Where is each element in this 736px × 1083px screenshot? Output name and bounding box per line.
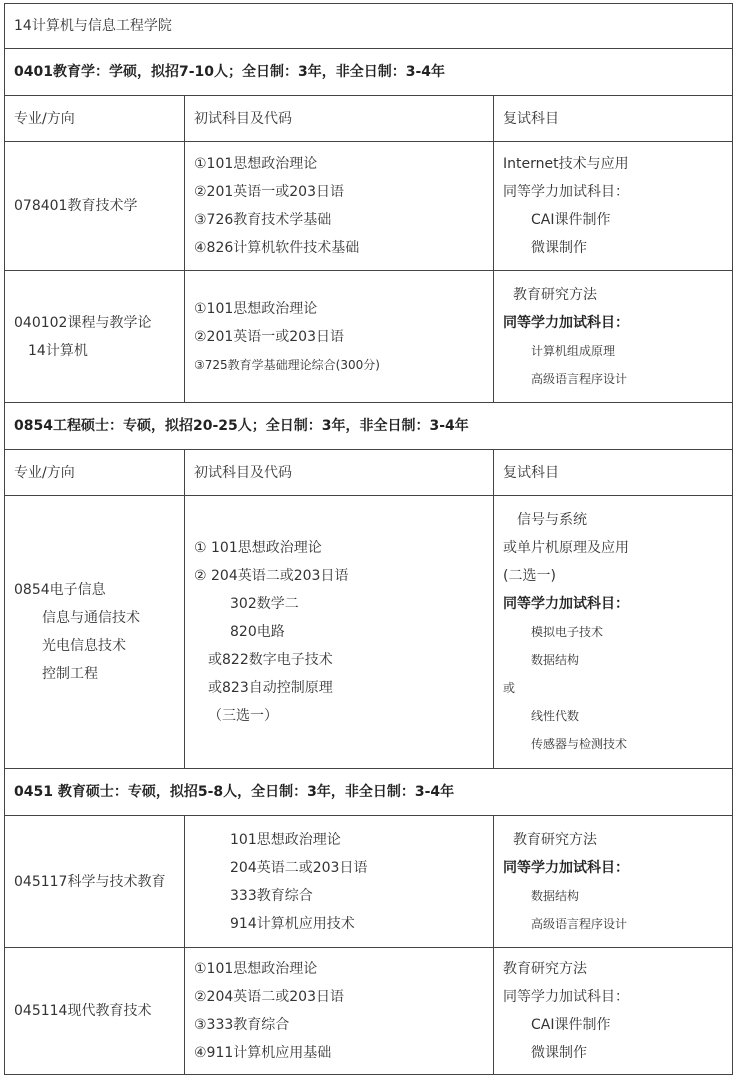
table-row (5, 271, 733, 403)
table-row (5, 816, 733, 948)
exam-cell (185, 948, 494, 1075)
retest-subject: 同等学力加试科目： (503, 989, 629, 1005)
exam-subject: ① 101思想政治理论 (194, 540, 322, 556)
section-header-0401 (5, 49, 733, 96)
retest-subject: CAI课件制作 (531, 212, 611, 228)
retest-cell (494, 948, 733, 1075)
retest-subject: CAI课件制作 (531, 1017, 611, 1033)
exam-subject: ①101思想政治理论 (194, 300, 318, 317)
column-header-major: 专业/方向 (5, 450, 185, 496)
major-direction: 控制工程 (42, 666, 98, 682)
major-direction: 14计算机 (28, 342, 88, 359)
exam-subject: 820电路 (230, 624, 285, 640)
exam-subject: 101思想政治理论 (230, 831, 341, 848)
exam-cell (185, 271, 494, 403)
admission-table (4, 3, 733, 1075)
column-header-retest: 复试科目 (494, 96, 733, 142)
retest-subject: 教育研究方法 (503, 961, 587, 977)
retest-subject: 数据结构 (531, 653, 580, 667)
column-header-retest: 复试科目 (494, 450, 733, 496)
section-header-0854 (5, 403, 733, 450)
major-name: 045114现代教育技术 (14, 1003, 152, 1019)
section-heading: 0451 教育硕士：专硕，拟招5-8人，全日制：3年，非全日制：3-4年 (5, 769, 733, 816)
exam-subject: ②201英语一或203日语 (194, 328, 344, 345)
retest-subject: 传感器与检测技术 (531, 737, 628, 751)
exam-subject: ②201英语一或203日语 (194, 184, 344, 200)
title-row (5, 4, 733, 49)
retest-subject: 模拟电子技术 (531, 625, 604, 639)
exam-cell (185, 496, 494, 769)
column-header-row (5, 96, 733, 142)
retest-subject: 或单片机原理及应用 (503, 540, 629, 556)
retest-subject: 微课制作 (531, 1045, 587, 1061)
column-header-major: 专业/方向 (5, 96, 185, 142)
retest-cell (494, 496, 733, 769)
retest-subject: 高级语言程序设计 (531, 916, 628, 931)
exam-subject: ①101思想政治理论 (194, 961, 318, 977)
major-cell (5, 142, 185, 271)
retest-subject: 同等学力加试科目： (503, 596, 629, 612)
retest-subject: 教育研究方法 (513, 831, 597, 848)
major-name: 040102课程与教学论 (14, 314, 152, 331)
column-header-exam: 初试科目及代码 (185, 450, 494, 496)
exam-subject: 302数学二 (230, 596, 299, 612)
major-cell (5, 948, 185, 1075)
exam-subject: ② 204英语二或203日语 (194, 568, 349, 584)
retest-subject: 线性代数 (531, 709, 580, 723)
exam-subject: 333教育综合 (230, 887, 313, 904)
retest-subject: 数据结构 (531, 888, 580, 903)
exam-subject: （三选一） (208, 708, 278, 724)
exam-subject: ①101思想政治理论 (194, 156, 318, 172)
table-row (5, 142, 733, 271)
major-name: 0854电子信息 (14, 582, 106, 598)
exam-subject: 914计算机应用技术 (230, 915, 355, 932)
retest-subject: 高级语言程序设计 (531, 371, 628, 386)
column-header-row (5, 450, 733, 496)
major-direction: 信息与通信技术 (42, 610, 140, 626)
exam-subject: ③333教育综合 (194, 1017, 290, 1033)
exam-subject: 或822数字电子技术 (208, 652, 333, 668)
major-cell (5, 816, 185, 948)
exam-cell (185, 142, 494, 271)
major-direction: 光电信息技术 (42, 638, 126, 654)
exam-subject: ④826计算机软件技术基础 (194, 240, 360, 256)
exam-subject: ②204英语二或203日语 (194, 989, 344, 1005)
major-name: 045117科学与技术教育 (14, 873, 166, 890)
retest-subject: 教育研究方法 (513, 286, 597, 303)
retest-cell (494, 816, 733, 948)
section-heading: 0401教育学：学硕，拟招7-10人；全日制：3年，非全日制：3-4年 (5, 49, 733, 96)
exam-subject: ④911计算机应用基础 (194, 1045, 332, 1061)
retest-cell (494, 271, 733, 403)
exam-subject: ③725教育学基础理论综合(300分) (194, 357, 380, 372)
section-header-0451 (5, 769, 733, 816)
retest-subject: (二选一) (503, 568, 556, 584)
retest-subject: 同等学力加试科目： (503, 184, 629, 200)
column-header-exam: 初试科目及代码 (185, 96, 494, 142)
retest-subject: 计算机组成原理 (531, 343, 616, 358)
retest-cell (494, 142, 733, 271)
major-name: 078401教育技术学 (14, 198, 138, 214)
retest-subject: Internet技术与应用 (503, 156, 629, 172)
retest-subject: 或 (503, 681, 516, 695)
major-cell (5, 496, 185, 769)
major-cell (5, 271, 185, 403)
exam-subject: 或823自动控制原理 (208, 680, 333, 696)
retest-subject: 同等学力加试科目： (503, 314, 629, 331)
school-title: 14计算机与信息工程学院 (5, 4, 733, 49)
retest-subject: 信号与系统 (517, 512, 587, 528)
retest-subject: 微课制作 (531, 240, 587, 256)
table-row (5, 948, 733, 1075)
exam-cell (185, 816, 494, 948)
table-row (5, 496, 733, 769)
exam-subject: 204英语二或203日语 (230, 859, 368, 876)
section-heading: 0854工程硕士：专硕，拟招20-25人；全日制：3年，非全日制：3-4年 (5, 403, 733, 450)
exam-subject: ③726教育技术学基础 (194, 212, 332, 228)
retest-subject: 同等学力加试科目： (503, 859, 629, 876)
